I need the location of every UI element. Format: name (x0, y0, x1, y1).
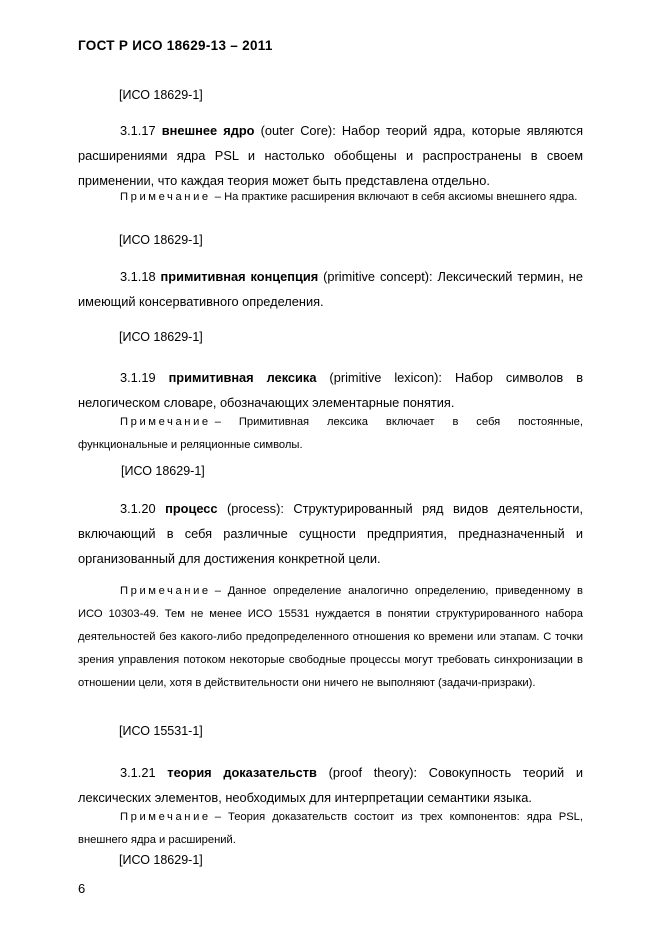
reference: [ИСО 15531-1] (119, 724, 203, 738)
note-text: – Примитивная лексика включает в себя постоянные, функциональные и реляционные символы. (78, 416, 583, 451)
entry-3-1-18 (78, 264, 583, 314)
page-number: 6 (78, 881, 86, 896)
entry-number: 3.1.20 (120, 501, 156, 516)
entry-term: внешнее ядро (161, 123, 255, 138)
note-text: – Теория доказательств состоит из трех компонентов: ядра PSL, внешнего ядра и расширений. (78, 811, 583, 846)
entry-3-1-20 (78, 496, 583, 571)
entry-number: 3.1.18 (120, 269, 156, 284)
entry-3-1-21 (78, 760, 583, 810)
note-label: Примечание (120, 191, 211, 203)
entry-note (78, 580, 583, 695)
entry-term: процесс (165, 501, 218, 516)
reference: [ИСО 18629-1] (119, 88, 203, 102)
note-label: Примечание (120, 811, 211, 823)
entry-definition: (process): Структурированный ряд видов деятельности, включающий в себя различные сущности предприятия, предназначенный и организованный для достижения конкретной цели. (78, 501, 583, 566)
entry-term: теория доказательств (167, 765, 317, 780)
entry-definition: (outer Core): Набор теорий ядра, которые являются расширениями ядра PSL и настолько обобщены и распространены в своем применении, что каждая теория может быть представлена отдельно. (78, 123, 583, 188)
reference: [ИСО 18629-1] (119, 853, 203, 867)
entry-note (78, 411, 583, 457)
entry-definition: (primitive concept): Лексический термин, не имеющий консервативного определения. (78, 269, 583, 309)
entry-note (78, 186, 583, 209)
entry-term: примитивная концепция (160, 269, 319, 284)
reference: [ИСО 18629-1] (119, 330, 203, 344)
entry-3-1-19 (78, 365, 583, 415)
entry-number: 3.1.21 (120, 765, 156, 780)
reference: [ИСО 18629-1] (121, 464, 205, 478)
entry-definition: (primitive lexicon): Набор символов в нелогическом словаре, обозначающих элементарные понятия. (78, 370, 583, 410)
document-header: ГОСТ Р ИСО 18629-13 – 2011 (78, 38, 273, 53)
entry-3-1-17 (78, 118, 583, 193)
entry-definition: (proof theory): Совокупность теорий и лексических элементов, необходимых для интерпретации семантики языка. (78, 765, 584, 805)
reference: [ИСО 18629-1] (119, 233, 203, 247)
note-label: Примечание (120, 585, 211, 597)
entry-term: примитивная лексика (168, 370, 317, 385)
note-label: Примечание (120, 416, 211, 428)
note-text: – На практике расширения включают в себя аксиомы внешнего ядра. (214, 191, 578, 203)
note-text: – Данное определение аналогично определению, приведенному в ИСО 10303-49. Тем не менее ИСО 15531 нуждается в понятии структурированного набора деятельностей без какого-либо предопределенного отношения ко времени или этапам. С точки зрения управления потоком некоторые свободные процессы могут требовать синхронизации в отношении цели, хотя в действительности они ничего не выполняют (задачи-призраки). (78, 585, 583, 689)
entry-note (78, 806, 583, 852)
entry-number: 3.1.17 (120, 123, 156, 138)
entry-number: 3.1.19 (120, 370, 156, 385)
